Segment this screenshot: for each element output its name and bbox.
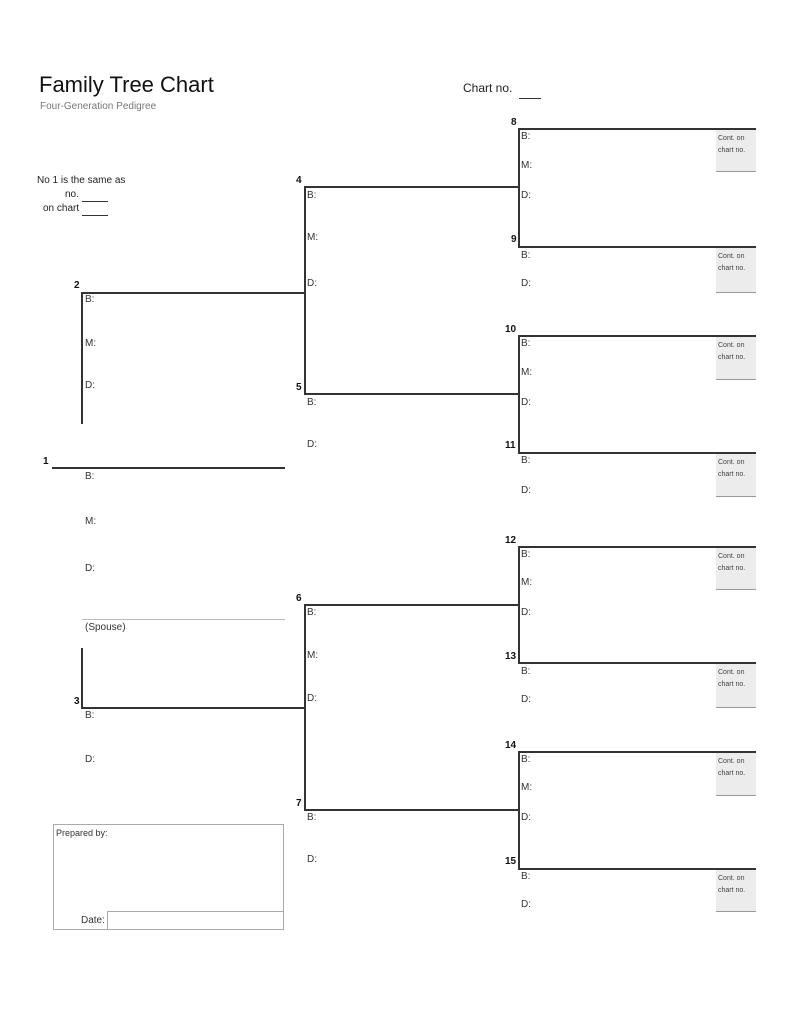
person-12-died: D: xyxy=(521,607,531,618)
person-15-number: 15 xyxy=(505,856,517,867)
person-7-name-line[interactable] xyxy=(304,809,518,811)
cont-line-1: Cont. on xyxy=(718,342,745,349)
person-7-number: 7 xyxy=(296,798,302,809)
cont-line-2: chart no. xyxy=(718,770,746,777)
person-11-born: B: xyxy=(521,455,531,466)
person-3-born: B: xyxy=(85,710,95,721)
person-5-name-line[interactable] xyxy=(304,393,518,395)
person-12-number: 12 xyxy=(505,535,517,546)
person-8-died: D: xyxy=(521,190,531,201)
person-6-born: B: xyxy=(307,607,317,618)
person-15-born: B: xyxy=(521,871,531,882)
person-1-born: B: xyxy=(85,471,95,482)
person-4-name-line[interactable] xyxy=(304,186,518,188)
cont-line-1: Cont. on xyxy=(718,553,745,560)
connector-10-11 xyxy=(518,335,520,453)
person-3-died: D: xyxy=(85,754,95,765)
person-11-died: D: xyxy=(521,485,531,496)
cont-line-2: chart no. xyxy=(718,265,746,272)
connector-14-15 xyxy=(518,751,520,869)
person-13-died: D: xyxy=(521,694,531,705)
person-7-born: B: xyxy=(307,812,317,823)
cont-line-2: chart no. xyxy=(718,471,746,478)
person-3-number: 3 xyxy=(74,696,80,707)
person-8-married: M: xyxy=(521,160,533,171)
person-9-cont-box[interactable] xyxy=(716,248,756,293)
person-14-married: M: xyxy=(521,782,533,793)
person-1-married: M: xyxy=(85,516,97,527)
person-12-married: M: xyxy=(521,577,533,588)
person-4-died: D: xyxy=(307,278,317,289)
chart-title: Family Tree Chart xyxy=(39,72,214,97)
person-4-born: B: xyxy=(307,190,317,201)
person-2-married: M: xyxy=(85,338,97,349)
person-9-born: B: xyxy=(521,250,531,261)
person-12-born: B: xyxy=(521,549,531,560)
cont-line-1: Cont. on xyxy=(718,758,745,765)
person-8-born: B: xyxy=(521,131,531,142)
person-7-died: D: xyxy=(307,854,317,865)
person-3-name-line[interactable] xyxy=(81,707,305,709)
person-1-number: 1 xyxy=(43,456,49,467)
person-13-born: B: xyxy=(521,666,531,677)
cont-line-2: chart no. xyxy=(718,681,746,688)
cont-line-2: chart no. xyxy=(718,887,746,894)
connector-2-1 xyxy=(81,292,83,424)
cont-line-1: Cont. on xyxy=(718,459,745,466)
date-field[interactable] xyxy=(107,911,284,930)
connector-3-1 xyxy=(81,648,83,709)
connector-12-13 xyxy=(518,546,520,663)
person-10-number: 10 xyxy=(505,324,517,335)
person-4-number: 4 xyxy=(296,175,302,186)
note-line-2: no. xyxy=(65,189,79,200)
cont-line-2: chart no. xyxy=(718,147,746,154)
prepared-by-label: Prepared by: xyxy=(56,828,108,838)
person-15-died: D: xyxy=(521,899,531,910)
person-6-name-line[interactable] xyxy=(304,604,518,606)
person-10-married: M: xyxy=(521,367,533,378)
person-8-number: 8 xyxy=(511,117,517,128)
person-6-married: M: xyxy=(307,650,319,661)
chart-no-label: Chart no. xyxy=(463,81,513,95)
person-10-born: B: xyxy=(521,338,531,349)
connector-8-9 xyxy=(518,128,520,248)
chart-no-field[interactable] xyxy=(519,98,541,99)
person-12-cont-box[interactable] xyxy=(716,548,756,590)
cont-line-1: Cont. on xyxy=(718,135,745,142)
date-label: Date: xyxy=(81,915,105,926)
connector-4-5 xyxy=(304,186,306,395)
person-14-died: D: xyxy=(521,812,531,823)
note-no-field[interactable] xyxy=(82,201,108,202)
cont-line-1: Cont. on xyxy=(718,875,745,882)
person-9-died: D: xyxy=(521,278,531,289)
person-11-number: 11 xyxy=(505,440,516,451)
person-2-number: 2 xyxy=(74,280,80,291)
person-15-cont-box[interactable] xyxy=(716,870,756,912)
person-5-died: D: xyxy=(307,439,317,450)
cont-line-1: Cont. on xyxy=(718,253,745,260)
person-14-cont-box[interactable] xyxy=(716,753,756,796)
person-9-number: 9 xyxy=(511,234,517,245)
cont-line-1: Cont. on xyxy=(718,669,745,676)
person-5-born: B: xyxy=(307,397,317,408)
spouse-line[interactable] xyxy=(82,619,285,620)
note-chart-field[interactable] xyxy=(82,215,108,216)
note-line-1: No 1 is the same as xyxy=(37,175,126,186)
person-10-cont-box[interactable] xyxy=(716,337,756,380)
person-6-died: D: xyxy=(307,693,317,704)
person-14-born: B: xyxy=(521,754,531,765)
chart-subtitle: Four-Generation Pedigree xyxy=(40,101,157,112)
person-6-number: 6 xyxy=(296,593,302,604)
person-4-married: M: xyxy=(307,232,319,243)
person-2-born: B: xyxy=(85,294,95,305)
person-8-cont-box[interactable] xyxy=(716,130,756,172)
cont-line-2: chart no. xyxy=(718,565,746,572)
person-1-name-line[interactable] xyxy=(52,467,285,469)
person-14-number: 14 xyxy=(505,740,517,751)
person-2-died: D: xyxy=(85,380,95,391)
person-11-cont-box[interactable] xyxy=(716,454,756,497)
cont-line-2: chart no. xyxy=(718,354,746,361)
note-line-3: on chart xyxy=(43,203,80,214)
connector-6-7 xyxy=(304,604,306,810)
person-10-died: D: xyxy=(521,397,531,408)
person-13-number: 13 xyxy=(505,651,517,662)
person-2-name-line[interactable] xyxy=(81,292,305,294)
person-13-cont-box[interactable] xyxy=(716,664,756,708)
person-5-number: 5 xyxy=(296,382,302,393)
spouse-label: (Spouse) xyxy=(85,622,126,633)
person-1-died: D: xyxy=(85,563,95,574)
